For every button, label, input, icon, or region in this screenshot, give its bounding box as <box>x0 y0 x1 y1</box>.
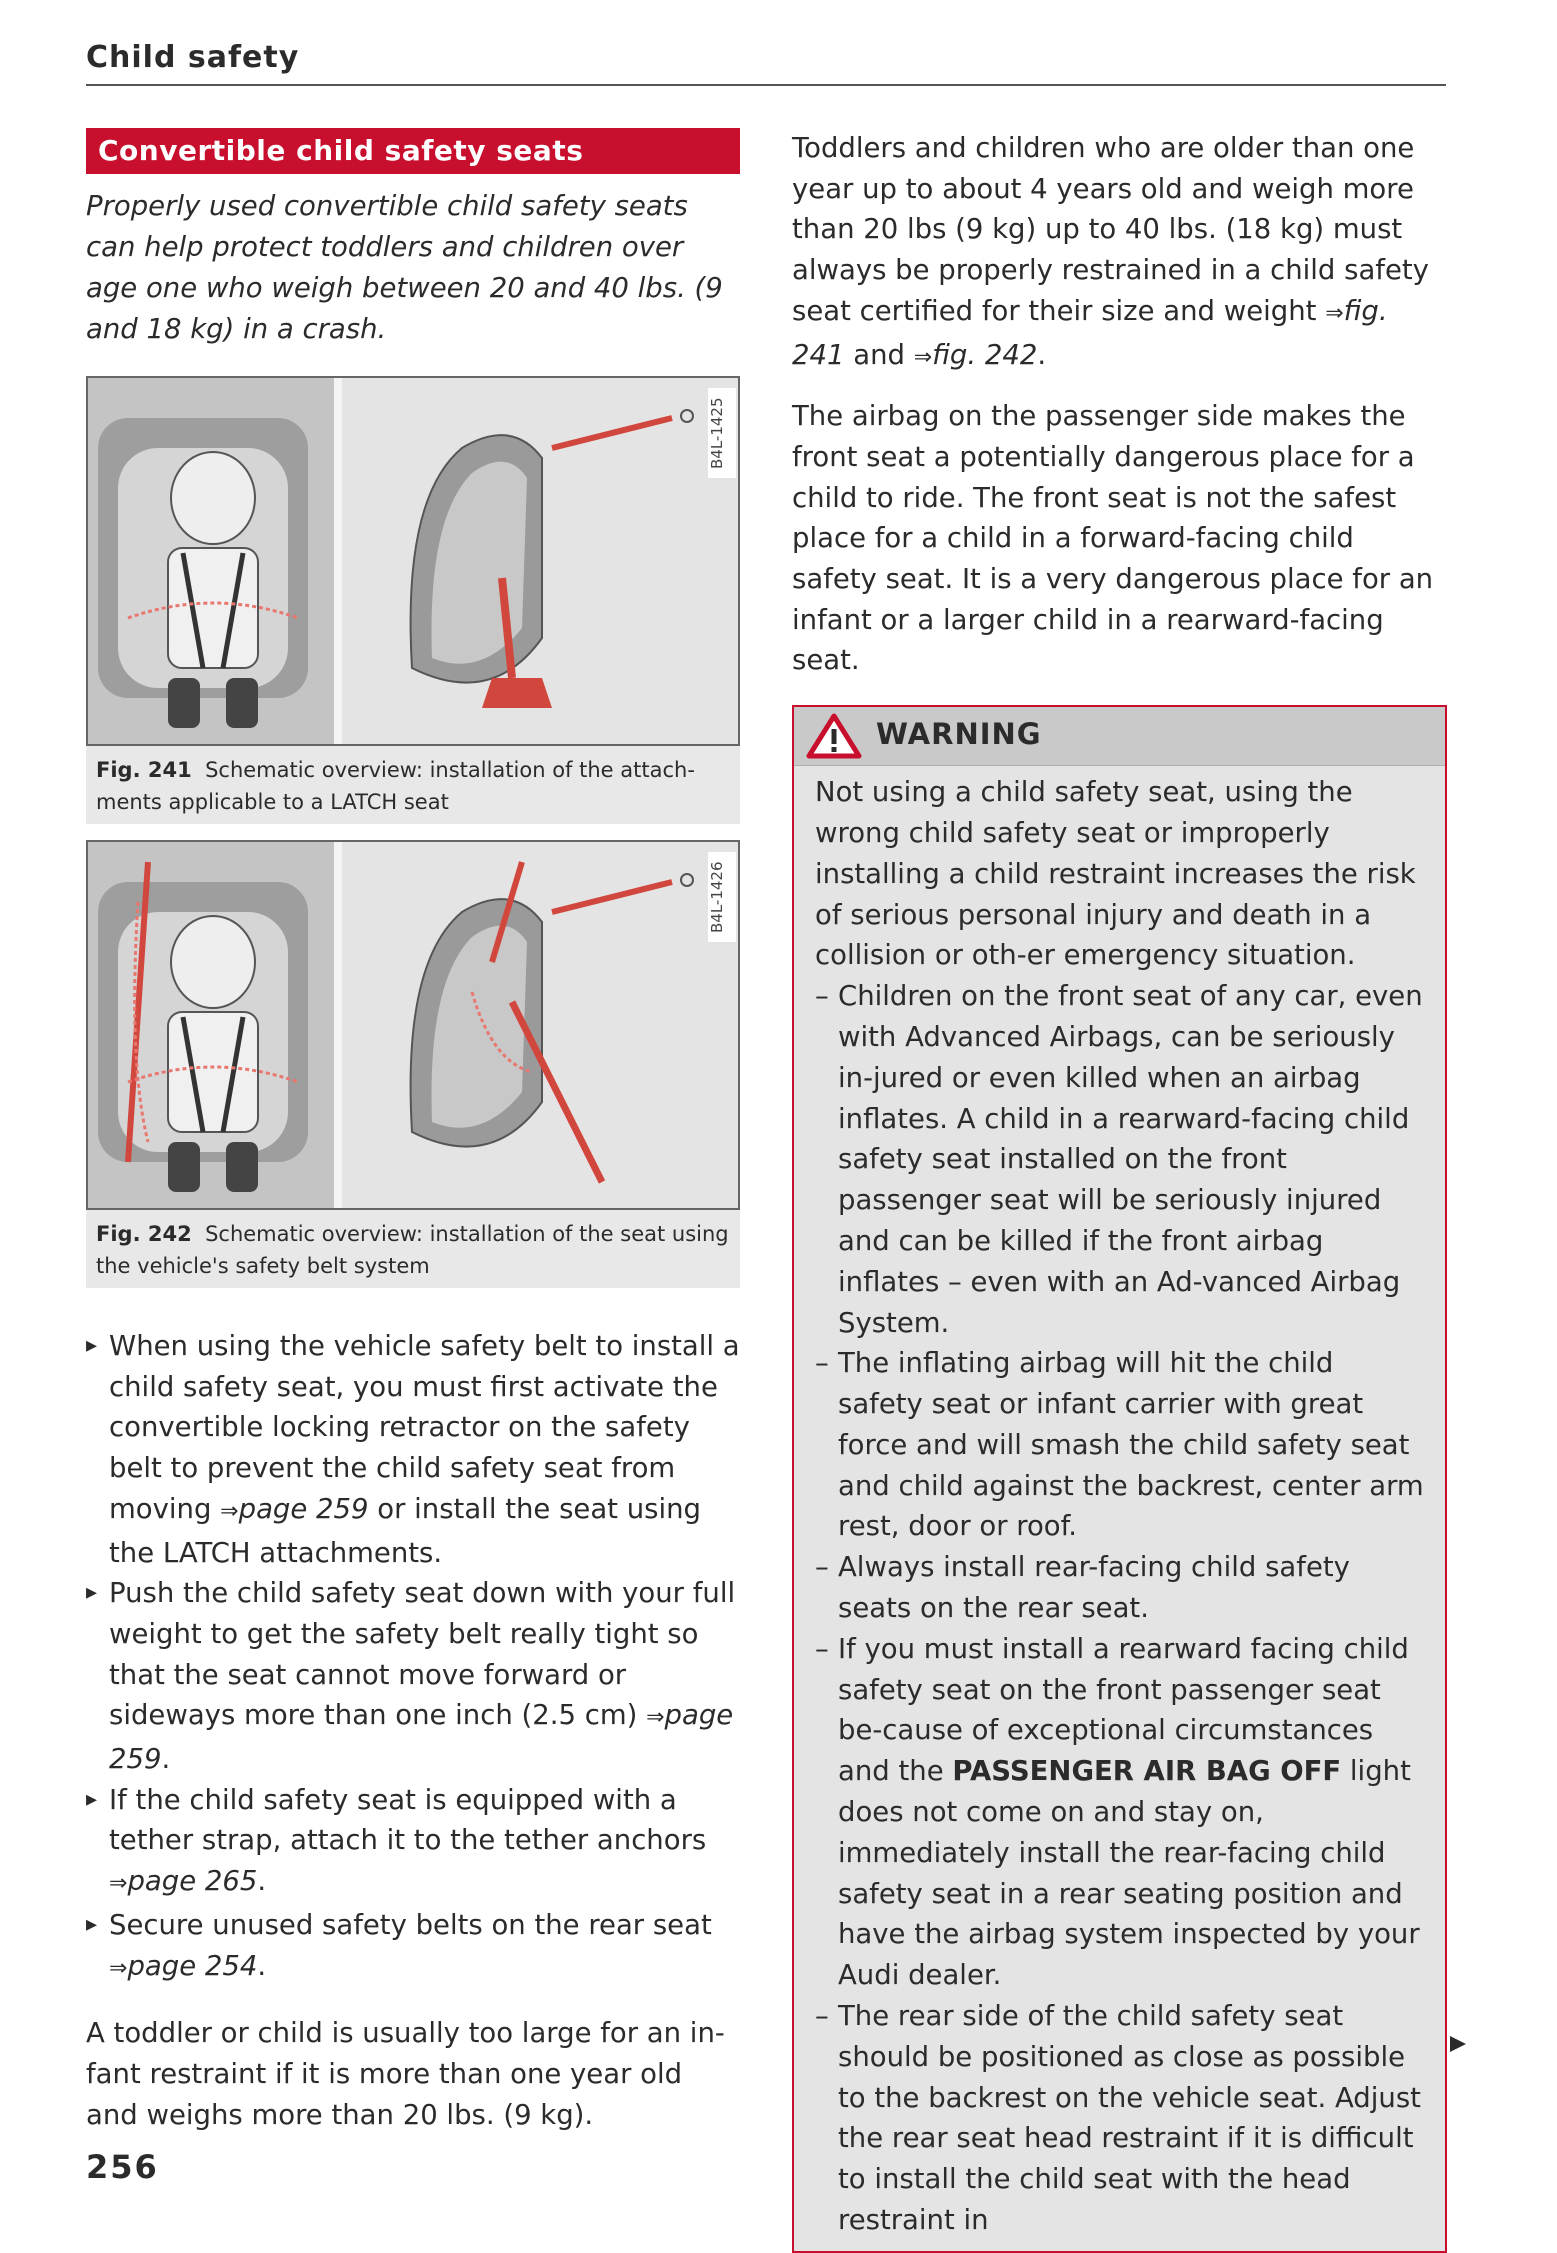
warning-intro: Not using a child safety seat, using the wrong child safety seat or improperly installing a child restraint increases the risk of serious personal injury and death in a collision or oth-er emergency situation. <box>815 776 1416 972</box>
header-rule <box>86 84 1446 86</box>
toddler-paragraph: A toddler or child is usually too large for an in-fant restraint if it is more than one year old and weighs more than 20 lbs. (9 kg). <box>86 2017 725 2131</box>
instruction-item <box>86 1573 740 1780</box>
figure-241-caption-text: Schematic overview: installation of the attach-ments applicable to a LATCH seat <box>96 758 695 814</box>
instruction-text: If the child safety seat is equipped with a tether strap, attach it to the tether anchors <box>109 1783 707 1857</box>
instruction-text: Secure unused safety belts on the rear seat <box>109 1908 712 1941</box>
child-seat-belt-side-view <box>342 842 738 1208</box>
figure-242 <box>86 840 740 1288</box>
warning-item: – Always install rear-facing child safety seats on the rear seat. <box>815 1547 1425 1629</box>
figure-241-code: B4L-1425 <box>708 388 736 478</box>
left-column <box>86 128 740 2135</box>
figure-reference-link[interactable]: fig. 241 <box>792 294 1388 371</box>
warning-item: – The inflating airbag will hit the child safety seat or infant carrier with great force and will smash the child safety seat and child against the backrest, center arm rest, door or roof. <box>815 1343 1425 1547</box>
warning-item: – The rear side of the child safety seat should be positioned as close as possible to the backrest on the vehicle seat. Adjust the rear seat head restraint if it is difficult to install the child seat with the head restraint in <box>815 1996 1425 2241</box>
figure-242-number: Fig. 242 <box>96 1222 192 1246</box>
warning-body <box>794 766 1445 2251</box>
warning-triangle-icon <box>806 713 862 759</box>
child-seat-front-view <box>88 378 334 744</box>
child-seat-belt-front-view <box>88 842 334 1208</box>
page-reference-link[interactable]: page 259 <box>238 1492 369 1525</box>
figure-241-number: Fig. 241 <box>96 758 192 782</box>
warning-item-text: light does not come on and stay on, immediately install the rear-facing child safety seat in a rear seating position and have the airbag system inspected by your Audi dealer. <box>838 1755 1420 1992</box>
figure-241-caption <box>86 746 740 824</box>
instruction-text-tail: . <box>161 1743 171 1776</box>
paragraph-text: Toddlers and children who are older than one year up to about 4 years old and weigh more than 20 lbs (9 kg) up to 40 lbs. (18 kg) must always be properly restrained in a child safety seat certified for their size and weight <box>792 132 1429 327</box>
page-reference-link[interactable]: page 254 <box>127 1949 258 1982</box>
airbag-paragraph: The airbag on the passenger side makes the front seat a potentially dangerous place for a child to ride. The front seat is not the safest place for a child in a forward-facing child safety seat. It is a very dangerous place for an infant or a larger child in a rearward-facing seat. <box>792 400 1434 677</box>
page-reference-link[interactable]: page 259 <box>109 1699 734 1776</box>
arrow-right-icon: ⇒ <box>913 344 933 370</box>
arrow-right-icon: ⇒ <box>646 1705 665 1731</box>
instruction-item <box>86 1780 740 1905</box>
page-reference-link[interactable]: page 265 <box>127 1865 258 1898</box>
age-weight-paragraph <box>792 128 1447 378</box>
figure-242-code: B4L-1426 <box>708 852 736 942</box>
figure-242-illustration <box>86 840 740 1210</box>
child-seat-side-view <box>342 378 738 744</box>
figure-242-caption-text: Schematic overview: installation of the seat using the vehicle's safety belt system <box>96 1222 729 1278</box>
running-header: Child safety <box>86 40 300 75</box>
paragraph-text: . <box>1037 338 1047 371</box>
warning-item: – Children on the front seat of any car, even with Advanced Airbags, can be seriously in-jured or even killed when an airbag inflates. A child in a rearward-facing child safety seat installed on the front passenger seat will be seriously injured and can be killed if the front airbag inflates – even with an Ad-vanced Airbag System. <box>815 976 1425 1343</box>
warning-item <box>815 1629 1425 1996</box>
right-column <box>792 128 1447 2253</box>
arrow-right-icon: ⇒ <box>220 1498 239 1524</box>
instruction-text: When using the vehicle safety belt to install a child safety seat, you must first activate the convertible locking retractor on the safety belt to prevent the child safety seat from moving <box>109 1330 740 1525</box>
section-title: Convertible child safety seats <box>86 128 740 174</box>
paragraph-text: and <box>844 338 905 371</box>
warning-header <box>794 707 1445 766</box>
instruction-text: Push the child safety seat down with your full weight to get the safety belt really tight so that the seat cannot move forward or sideways more than one inch (2.5 cm) <box>109 1577 736 1732</box>
arrow-right-icon: ⇒ <box>109 1871 128 1897</box>
warning-item-text: If you must install a rearward facing child safety seat on the front passenger seat be-cause of exceptional circumstances and the <box>838 1632 1409 1788</box>
instruction-text-tail: . <box>257 1949 267 1982</box>
figure-divider <box>334 842 342 1208</box>
figure-divider <box>334 378 342 744</box>
section-intro: Properly used convertible child safety seats can help protect toddlers and children over age one who weigh between 20 and 40 lbs. (9 and 18 kg) in a crash. <box>86 190 723 345</box>
passenger-airbag-off-label: PASSENGER AIR BAG OFF <box>952 1755 1342 1788</box>
figure-reference-link[interactable]: fig. 242 <box>932 338 1038 371</box>
figure-241-illustration <box>86 376 740 746</box>
continue-arrow-icon <box>1448 2034 1468 2054</box>
instruction-text-tail: or install the seat using the LATCH attachments. <box>109 1492 701 1569</box>
figure-242-caption <box>86 1210 740 1288</box>
instruction-item <box>86 1326 740 1573</box>
arrow-right-icon: ⇒ <box>109 1955 128 1981</box>
figure-241 <box>86 376 740 824</box>
instruction-list <box>86 1326 740 1989</box>
arrow-right-icon: ⇒ <box>1325 300 1344 326</box>
instruction-item <box>86 1905 740 1989</box>
warning-label: WARNING <box>876 717 1042 752</box>
instruction-text-tail: . <box>257 1865 267 1898</box>
warning-box <box>792 705 1447 2253</box>
page-number: 256 <box>86 2148 159 2186</box>
